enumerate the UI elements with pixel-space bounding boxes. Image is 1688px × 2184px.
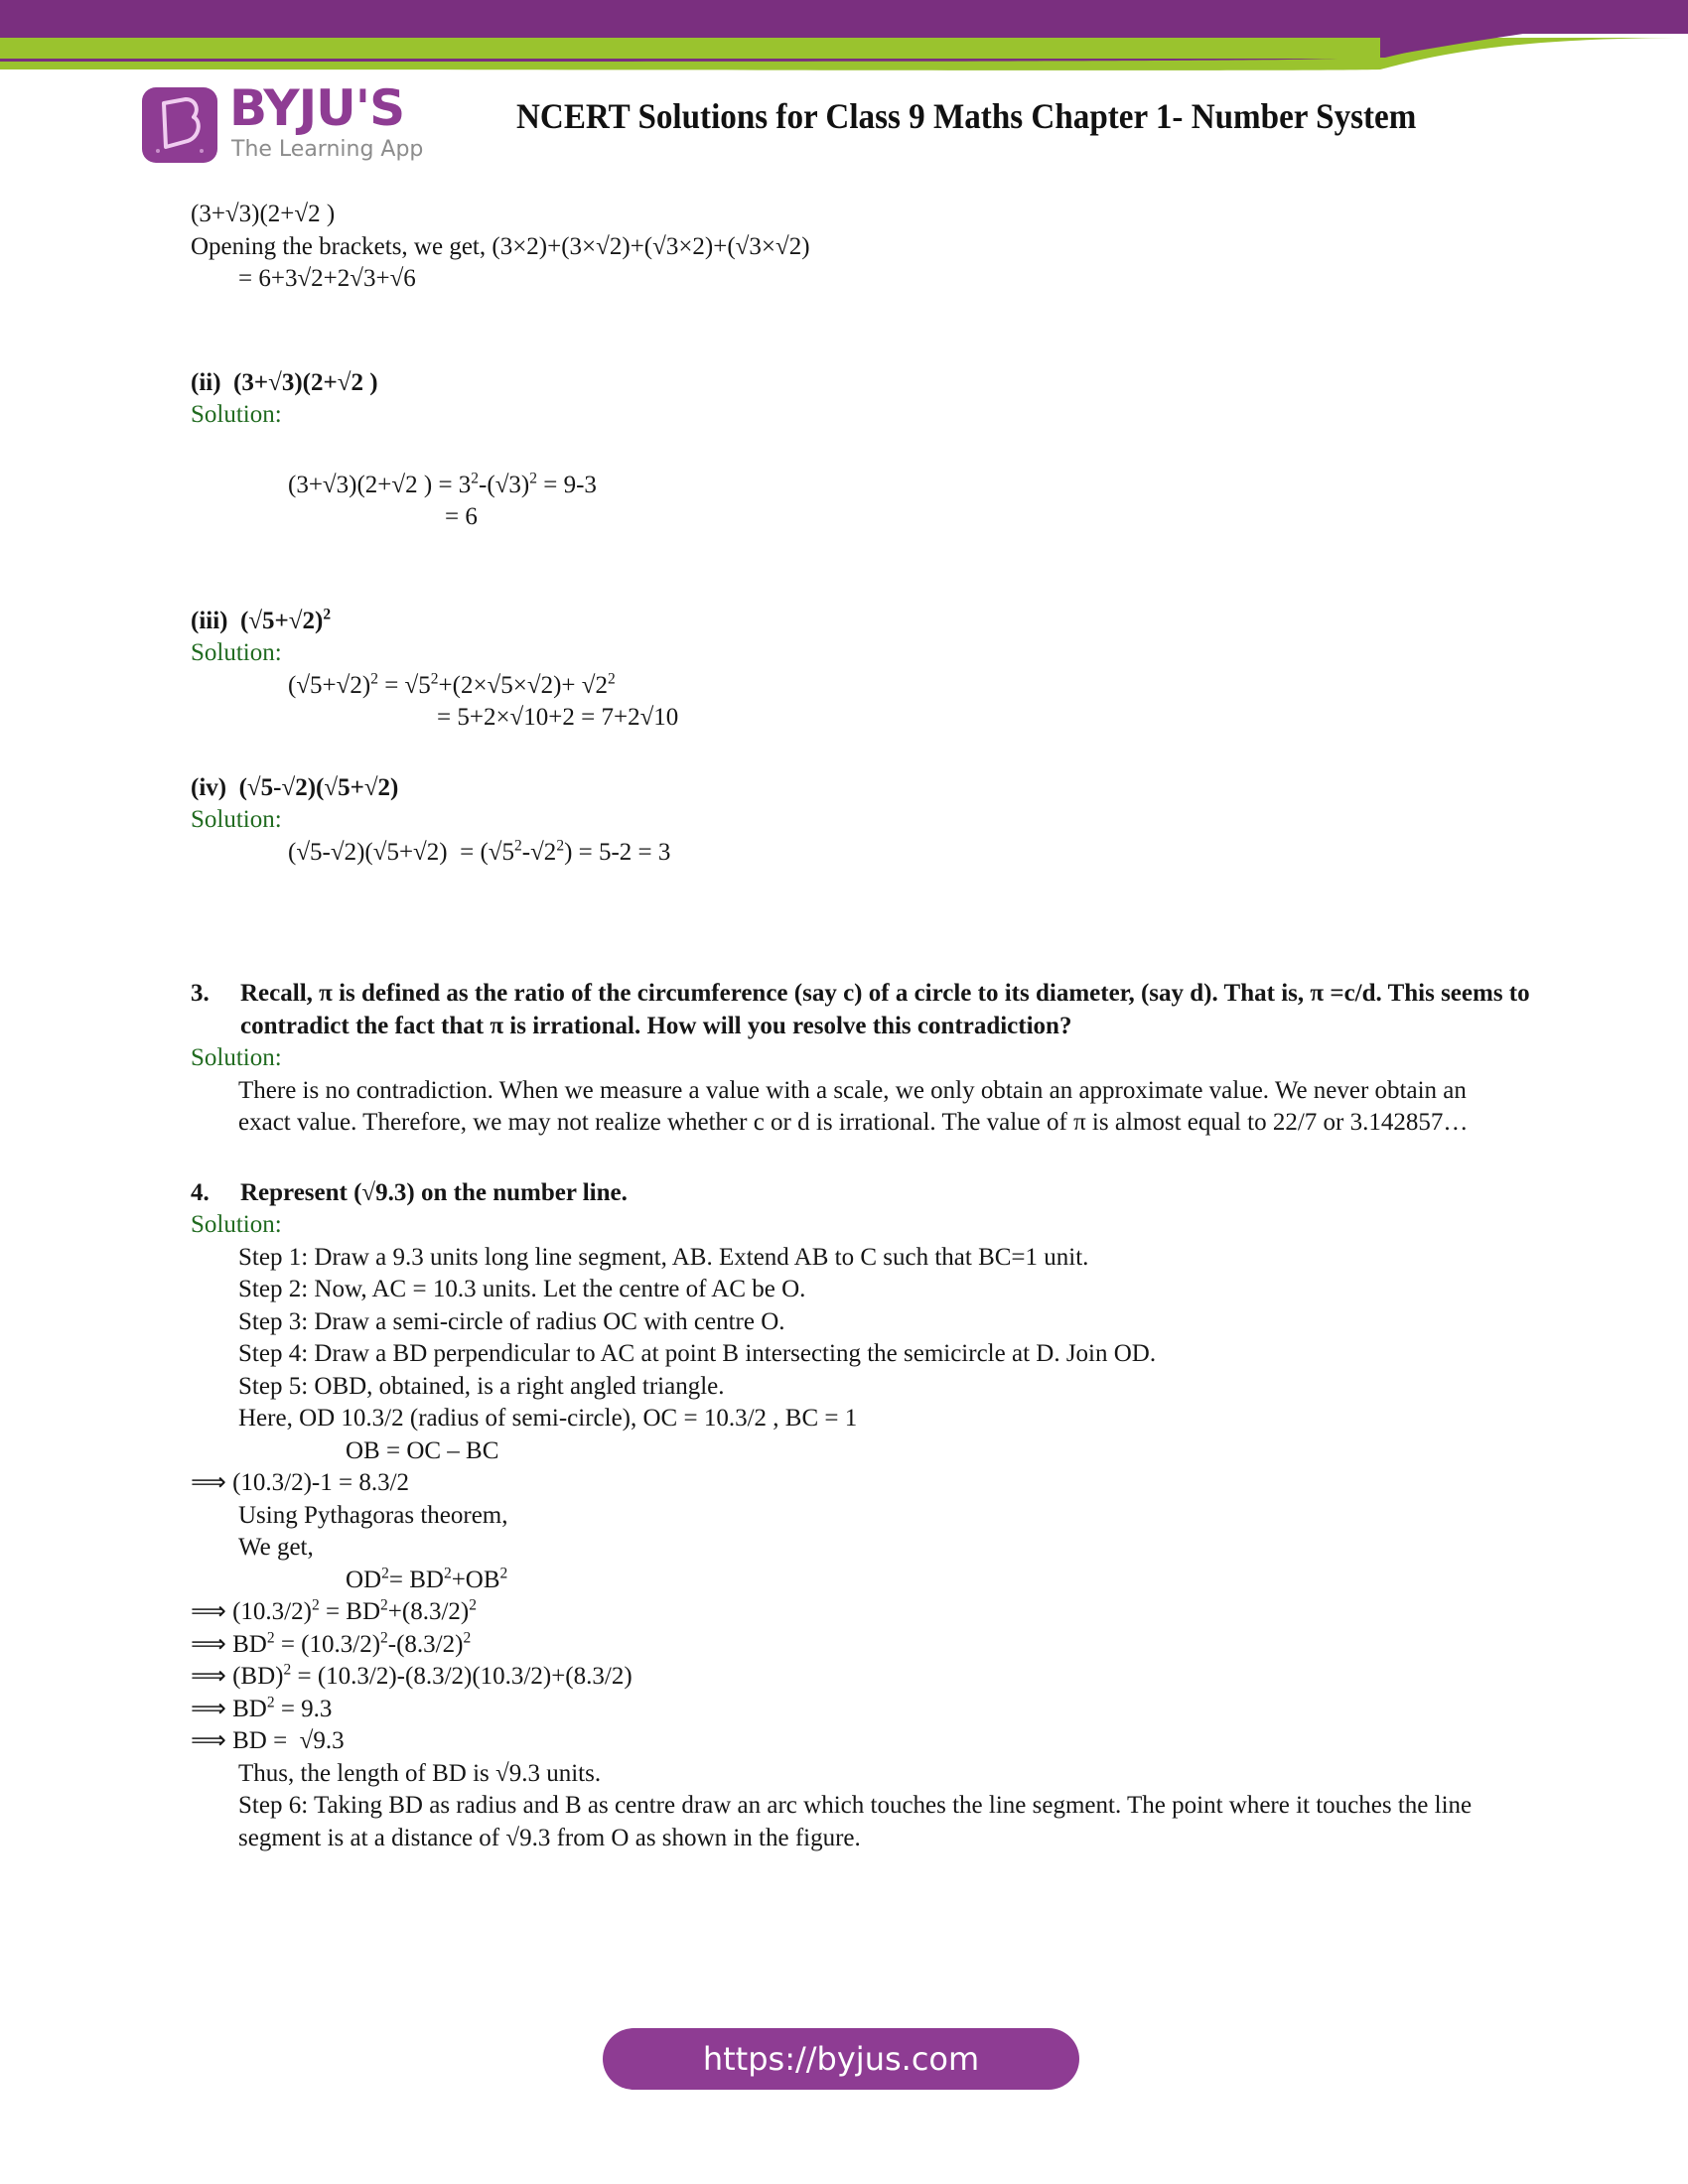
question-3	[191, 978, 1551, 1042]
part-ii-line1-sup1: 2	[471, 470, 480, 487]
eq4-b: = 9.3	[274, 1695, 333, 1722]
eq2-sup1: 2	[266, 1629, 275, 1647]
banner-purple-bar	[0, 0, 1688, 34]
question-4-pythagoras-label: Using Pythagoras theorem,	[238, 1501, 508, 1529]
question-3-text: Recall, π is defined as the ratio of the circumference (say c) of a circle to its diameter, (say d). That is, π =c/d. This seems to contradict the fact that π is irrational. How will you resolve this contradiction?	[240, 980, 1530, 1039]
eq2-c: -(8.3/2)	[387, 1630, 464, 1658]
part-iv-line1-a: (√5-√2)(√5+√2) = (√5	[288, 838, 515, 866]
part-ii-line1-c: = 9-3	[537, 471, 597, 498]
eq2-b: = (10.3/2)	[274, 1630, 381, 1658]
eq4-sup1: 2	[266, 1694, 275, 1711]
part-iii-line1-sup1: 2	[370, 670, 378, 688]
part-ii-line2: = 6	[445, 503, 478, 530]
question-4-we-get: We get,	[238, 1534, 314, 1561]
page-title: NCERT Solutions for Class 9 Maths Chapter 1- Number System	[516, 96, 1417, 136]
part-iii-line1-a: (√5+√2)	[288, 671, 371, 699]
eq2-sup3: 2	[463, 1629, 472, 1647]
part-ii-heading	[191, 367, 1688, 400]
part-iii-solution-label: Solution:	[191, 639, 282, 666]
question-3-answer: There is no contradiction. When we measure a value with a scale, we only obtain an approximate value. We never obtain an exact value. Therefore, we may not realize whether c or d is irrational. The value of π is almost equal to 22/7 or 3.142857…	[238, 1076, 1469, 1136]
question-4-ob-line: OB = OC – BC	[346, 1436, 499, 1464]
part-ii-line1	[288, 470, 1688, 502]
document-body	[0, 199, 1688, 1854]
part-iii-expression-sup: 2	[323, 606, 332, 623]
question-4	[191, 1177, 1551, 1210]
intro-result: = 6+3√2+2√3+√6	[238, 265, 416, 292]
part-iii-line1-b: = √5	[377, 671, 431, 699]
part-iii-line2: = 5+2×√10+2 = 7+2√10	[437, 704, 679, 731]
part-ii-line1-b: -(√3)	[479, 471, 530, 498]
question-4-ob-calc: ⟹ (10.3/2)-1 = 8.3/2	[191, 1469, 410, 1496]
part-iii-label: (iii)	[191, 607, 228, 634]
eq1-sup2: 2	[380, 1596, 388, 1614]
question-4-eq2	[191, 1629, 1688, 1662]
od-eq-b: = BD	[388, 1566, 444, 1593]
eq1-a: ⟹ (10.3/2)	[191, 1598, 312, 1625]
question-4-thus-line: Thus, the length of BD is √9.3 units.	[238, 1759, 602, 1787]
od-eq-a: OD	[346, 1566, 382, 1593]
question-4-eq4	[191, 1694, 1688, 1726]
part-ii-line1-a: (3+√3)(2+√2 ) = 3	[288, 471, 472, 498]
part-iv-line1-sup2: 2	[556, 837, 565, 855]
part-iv-line1-sup1: 2	[514, 837, 522, 855]
question-4-step: Step 5: OBD, obtained, is a right angled triangle.	[238, 1372, 725, 1400]
part-ii-solution-label: Solution:	[191, 401, 282, 428]
od-eq-sup3: 2	[499, 1565, 508, 1582]
question-4-solution-label: Solution:	[191, 1211, 282, 1238]
part-ii-line1-sup2: 2	[529, 470, 537, 487]
part-iii-line1-sup3: 2	[608, 670, 616, 688]
part-iv-line1-b: -√2	[521, 838, 557, 866]
eq1-sup1: 2	[311, 1596, 320, 1614]
question-4-number: 4.	[191, 1178, 210, 1206]
question-4-eq5: ⟹ BD = √9.3	[191, 1727, 345, 1754]
eq3-a: ⟹ (BD)	[191, 1663, 284, 1690]
part-iv-line1	[288, 837, 1688, 870]
question-4-step: Step 4: Draw a BD perpendicular to AC at point B intersecting the semicircle at D. Join OD.	[238, 1340, 1157, 1367]
eq1-b: = BD	[319, 1598, 381, 1625]
part-iii-line1	[288, 670, 1688, 703]
od-eq-sup1: 2	[381, 1565, 389, 1582]
question-4-text: Represent (√9.3) on the number line.	[240, 1178, 628, 1206]
eq2-sup2: 2	[380, 1629, 388, 1647]
logo-wordmark: BYJU'S	[229, 79, 405, 137]
logo-tagline: The Learning App	[231, 137, 424, 162]
part-ii-label: (ii)	[191, 368, 221, 396]
eq3-sup1: 2	[283, 1661, 292, 1679]
question-4-eq3	[191, 1661, 1688, 1694]
question-4-step: Here, OD 10.3/2 (radius of semi-circle), OC = 10.3/2 , BC = 1	[238, 1405, 858, 1432]
byjus-url-label: https://byjus.com	[702, 2040, 980, 2078]
part-ii-expression: (3+√3)(2+√2 )	[233, 368, 378, 396]
question-4-step: Step 2: Now, AC = 10.3 units. Let the centre of AC be O.	[238, 1276, 806, 1302]
question-4-step: Step 3: Draw a semi-circle of radius OC with centre O.	[238, 1307, 785, 1335]
eq4-a: ⟹ BD	[191, 1695, 267, 1722]
part-iii-expression: (√5+√2)	[240, 607, 324, 634]
intro-expression: (3+√3)(2+√2 )	[191, 201, 336, 227]
question-4-step6: Step 6: Taking BD as radius and B as centre draw an arc which touches the line segment. The point where it touches the line segment is at a distance of √9.3 from O as shown in the figure.	[238, 1792, 1473, 1851]
question-3-solution-label: Solution:	[191, 1044, 282, 1071]
eq1-c: +(8.3/2)	[387, 1598, 470, 1625]
od-eq-c: +OB	[451, 1566, 500, 1593]
byjus-logo	[142, 79, 440, 177]
byjus-url-button[interactable]	[603, 2028, 1079, 2090]
part-iv-solution-label: Solution:	[191, 806, 282, 833]
part-iv-label: (iv)	[191, 773, 227, 801]
part-iii-line1-c: +(2×√5×√2)+ √2	[438, 671, 608, 699]
question-4-eq1	[191, 1596, 1688, 1629]
eq2-a: ⟹ BD	[191, 1630, 267, 1658]
part-iii-line1-sup2: 2	[430, 670, 439, 688]
banner-green-bar	[0, 38, 1380, 59]
part-iv-line1-c: ) = 5-2 = 3	[564, 838, 671, 866]
header-banner	[0, 0, 1688, 89]
byjus-b-mark-icon	[142, 87, 217, 163]
part-iv-heading	[191, 772, 1688, 805]
od-eq-sup2: 2	[443, 1565, 452, 1582]
part-iii-heading	[191, 606, 1688, 638]
question-4-od-equation	[346, 1565, 1688, 1597]
eq3-b: = (10.3/2)-(8.3/2)(10.3/2)+(8.3/2)	[291, 1663, 633, 1690]
part-iv-expression: (√5-√2)(√5+√2)	[238, 773, 399, 801]
eq1-sup3: 2	[469, 1596, 477, 1614]
question-4-step: Step 1: Draw a 9.3 units long line segment, AB. Extend AB to C such that BC=1 unit.	[238, 1243, 1089, 1271]
question-3-number: 3.	[191, 980, 210, 1007]
intro-opening-line: Opening the brackets, we get, (3×2)+(3×√2)+(√3×2)+(√3×√2)	[191, 232, 810, 260]
